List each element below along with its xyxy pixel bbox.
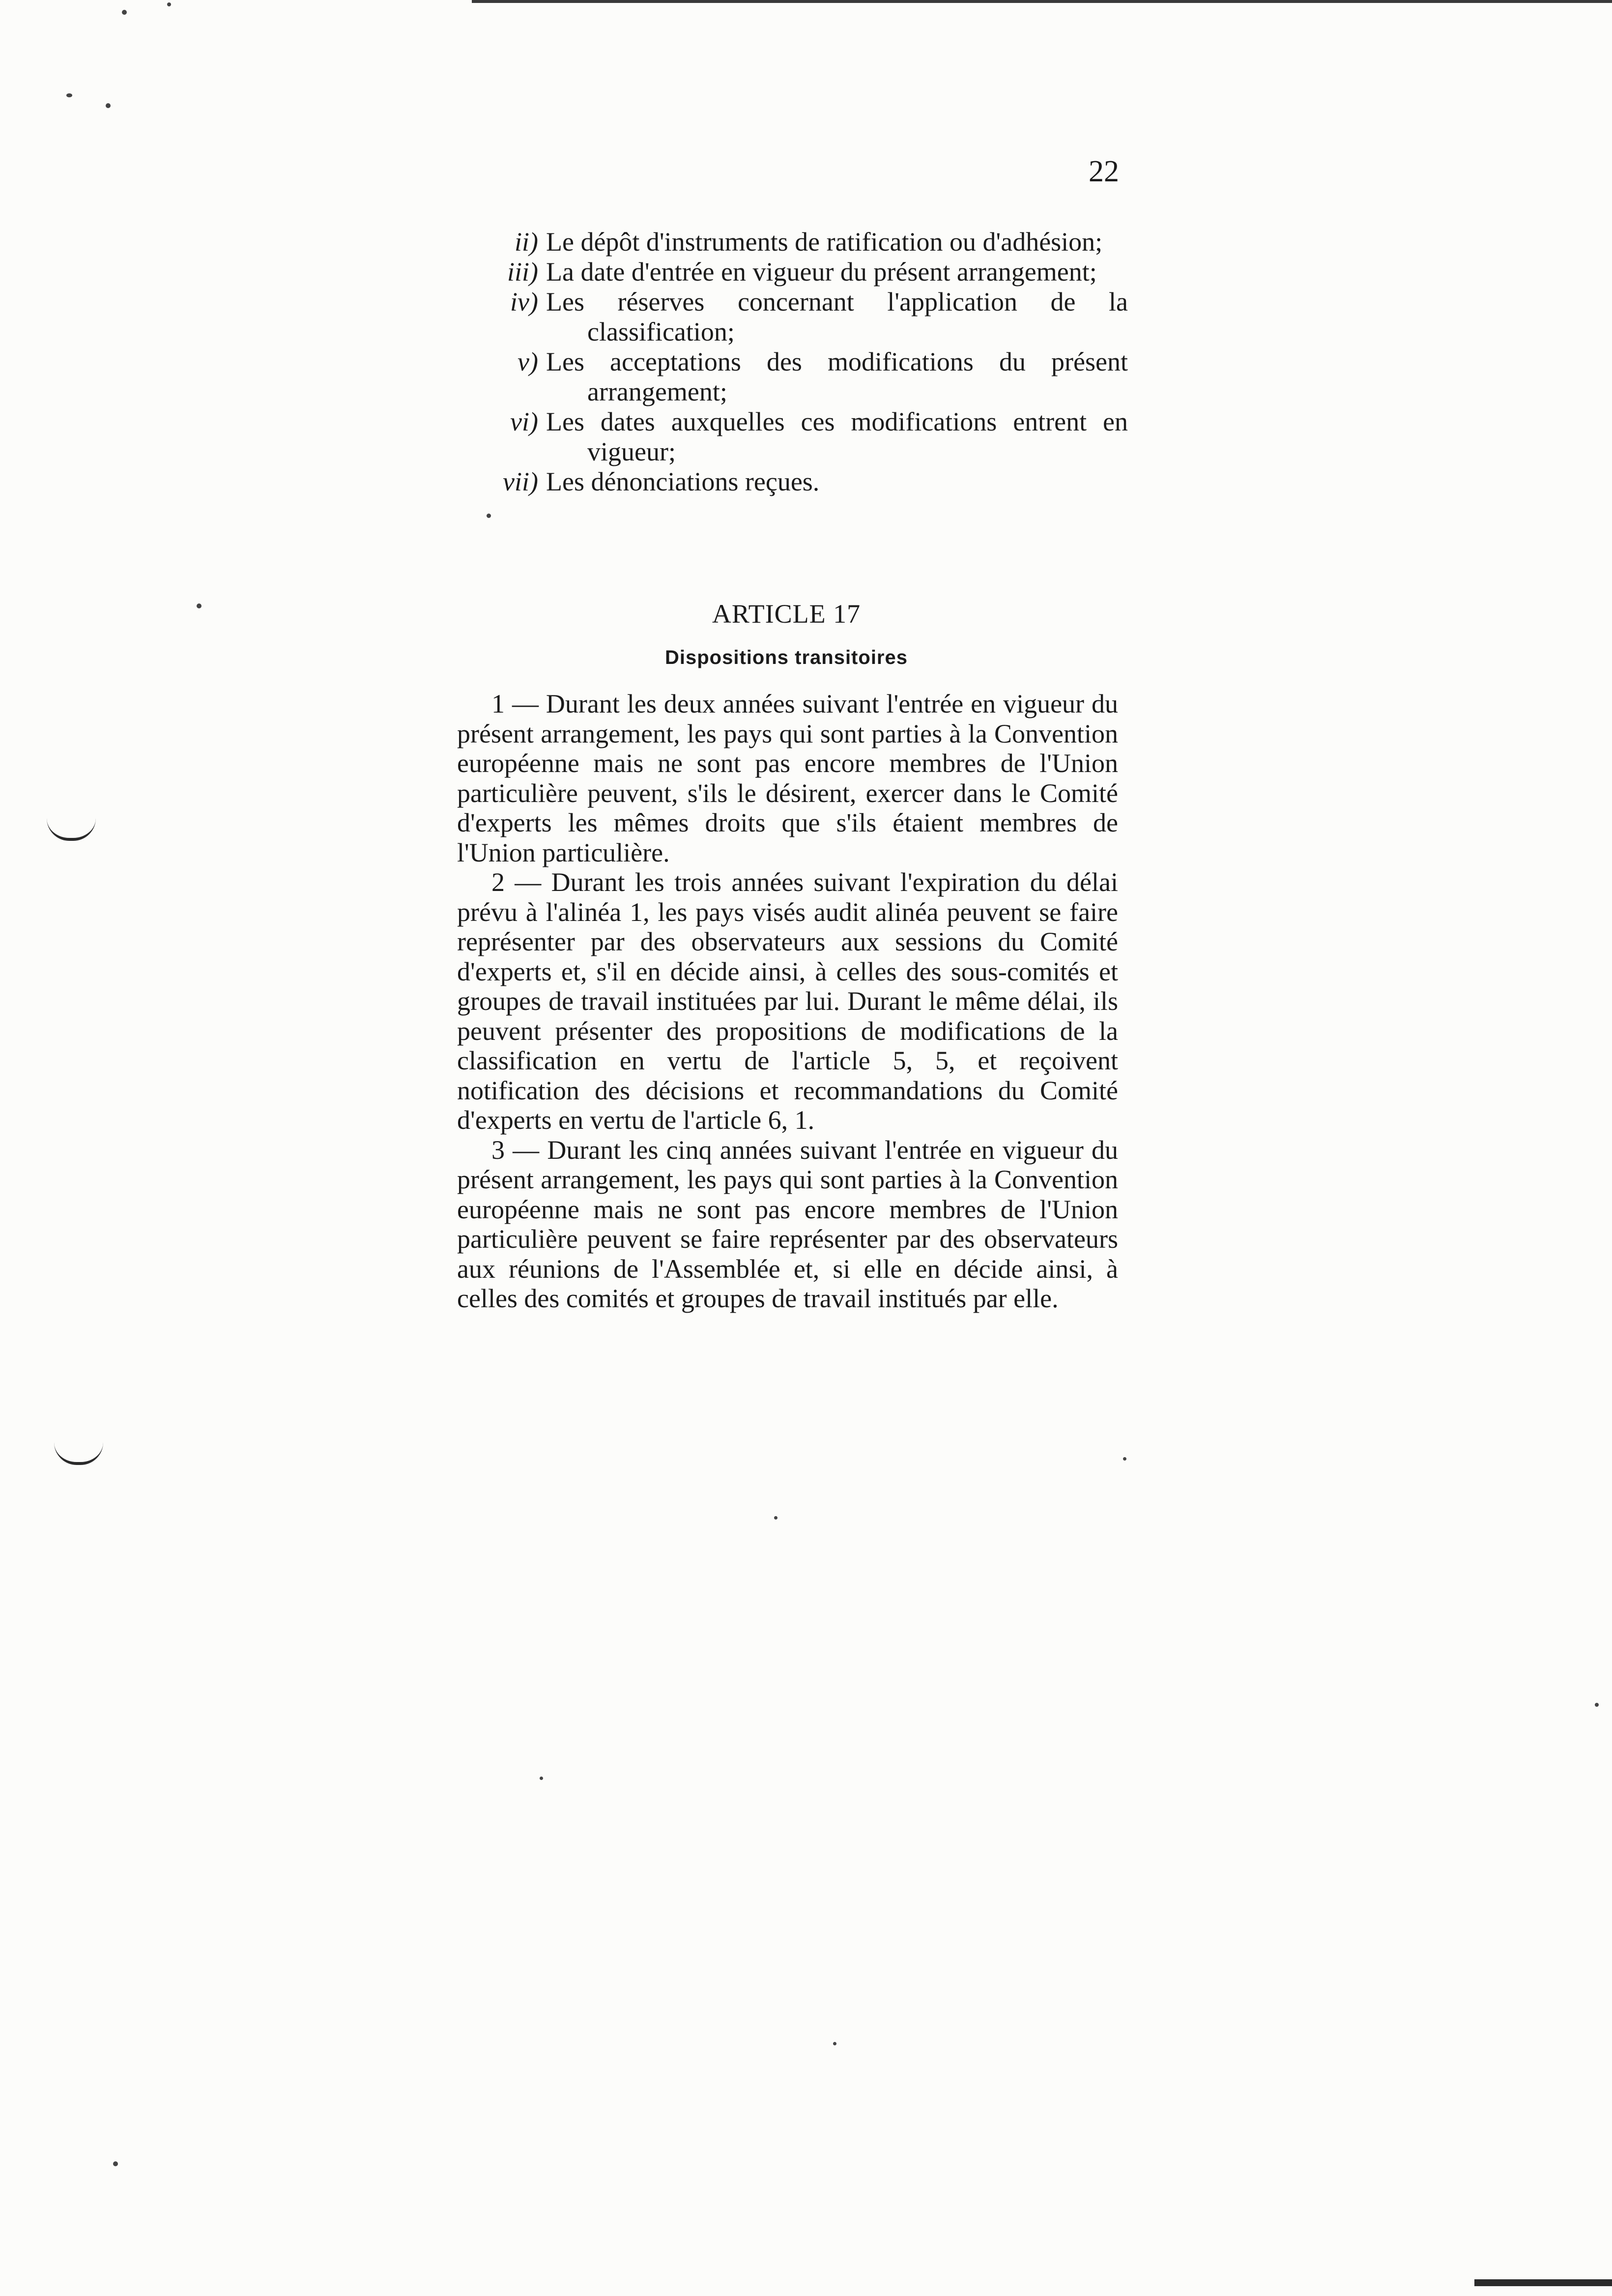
scan-speck [113,2161,118,2166]
punch-hole-mark [54,1442,103,1465]
scan-edge-mark [1474,2279,1612,2286]
scan-speck [197,603,202,608]
list-item-number: v) [518,347,538,376]
scan-speck [167,2,171,6]
list-item-number: iv) [510,287,538,316]
list-item-text: Le dépôt d'instruments de ratification ou d'adhésion; [546,227,1103,257]
list-item [510,407,1128,467]
scan-speck [1123,1457,1126,1461]
list-item-text: Les réserves concernant l'application de la classification; [546,287,1128,346]
scan-speck [106,103,111,108]
article-body [457,689,1118,1314]
list-item [510,287,1128,347]
scan-speck [487,514,491,518]
punch-hole-mark [47,818,96,841]
scan-speck [66,93,72,97]
scan-speck [1595,1703,1599,1707]
notification-list [503,227,1128,497]
list-item [507,257,1128,287]
article-paragraph-3: 3 — Durant les cinq années suivant l'entrée en vigueur du présent arrangement, les pays qui sont parties à la Convention européenne mais ne sont pas encore membres de l'Union particulière peuvent se faire représenter par des observateurs aux réunions de l'Assemblée et, si elle en décide ainsi, à celles des comités et groupes de travail institués par elle. [457,1135,1118,1313]
list-item-text: Les acceptations des modifications du présent arrangement; [546,347,1128,406]
scan-speck [833,2042,836,2045]
top-edge-rule [472,0,1612,3]
article-heading: ARTICLE 17 [712,599,861,629]
article-paragraph-2: 2 — Durant les trois années suivant l'expiration du délai prévu à l'alinéa 1, les pays visés audit alinéa peuvent se faire représenter par des observateurs aux sessions du Comité d'experts et, s'il en décide ainsi, à celles des sous-comités et groupes de travail instituées par lui. Durant le même délai, ils peuvent présenter des propositions de modifications de la classification en vertu de l'article 5, 5, et reçoivent notification des décisions et recommandations du Comité d'experts en vertu de l'article 6, 1. [457,867,1118,1135]
list-item-text: La date d'entrée en vigueur du présent arrangement; [546,257,1097,287]
article-paragraph-1: 1 — Durant les deux années suivant l'entrée en vigueur du présent arrangement, les pays qui sont parties à la Convention européenne mais ne sont pas encore membres de l'Union particulière peuvent, s'ils le désirent, exercer dans le Comité d'experts les mêmes droits que s'ils étaient membres de l'Union particulière. [457,689,1118,867]
scan-speck [122,10,127,15]
list-item-number: ii) [515,227,538,257]
list-item-number: vi) [510,407,538,436]
scan-speck [774,1516,777,1520]
page-number: 22 [1089,155,1119,188]
list-item [518,347,1128,407]
list-item [503,467,1128,497]
list-item-text: Les dates auxquelles ces modifications entrent en vigueur; [546,407,1128,466]
article-subtitle: Dispositions transitoires [665,647,908,668]
list-item-number: iii) [507,257,538,287]
scan-speck [540,1777,543,1780]
list-item [515,227,1128,257]
list-item-text: Les dénonciations reçues. [546,467,820,496]
list-item-number: vii) [503,467,538,496]
